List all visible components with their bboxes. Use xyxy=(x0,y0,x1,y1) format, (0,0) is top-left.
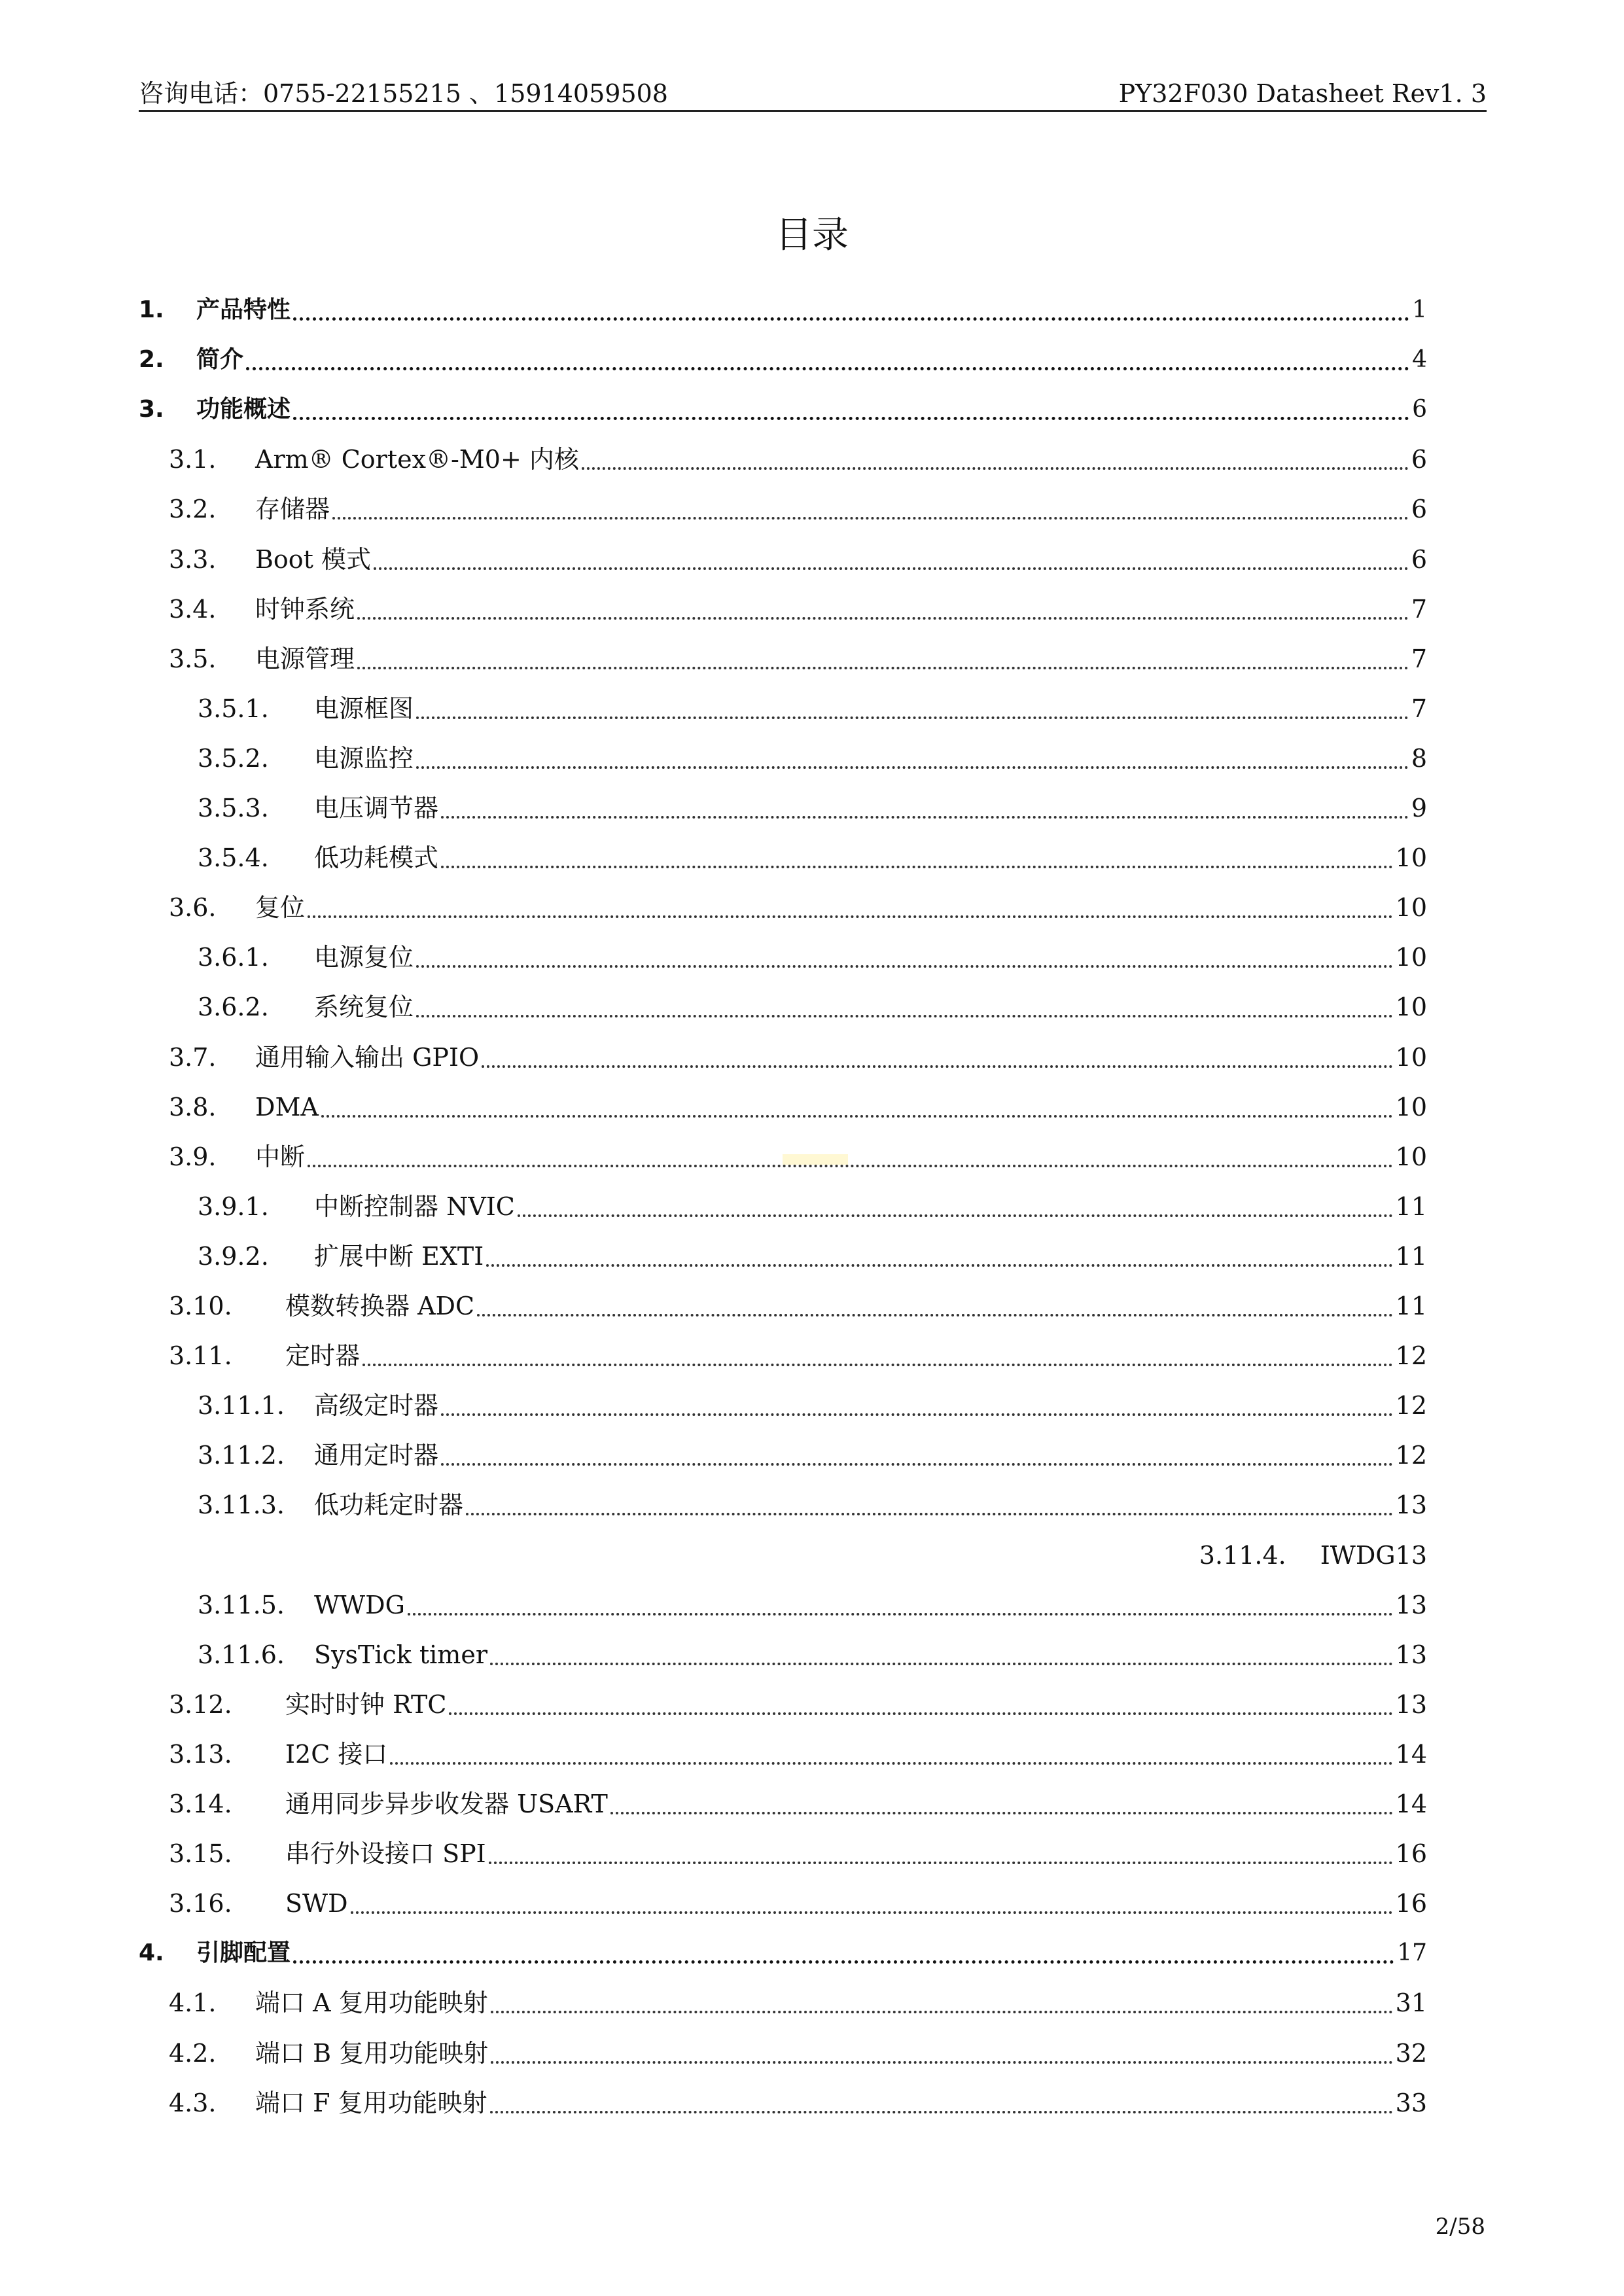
toc-dot-leader xyxy=(477,1314,1393,1316)
toc-entry-title: 高级定时器 xyxy=(314,1391,439,1421)
toc-dot-leader xyxy=(308,1165,1393,1167)
toc-entry[interactable] xyxy=(139,291,1427,330)
toc-entry-page: 17 xyxy=(1397,1939,1427,1967)
toc-entry[interactable] xyxy=(916,1536,1427,1575)
toc-entry-page: 10 xyxy=(1395,993,1427,1022)
toc-dot-leader xyxy=(332,517,1409,520)
toc-entry-number: 3.5.3. xyxy=(198,794,269,822)
toc-entry[interactable] xyxy=(169,1087,1427,1127)
toc-entry-title: 复位 xyxy=(255,893,306,923)
toc-entry-page: 7 xyxy=(1411,594,1427,624)
toc-entry-page: 10 xyxy=(1395,843,1427,873)
toc-entry-title: Arm® Cortex®-M0+ 内核 xyxy=(255,445,579,474)
toc-entry[interactable] xyxy=(169,540,1427,579)
toc-entry-number: 3.2. xyxy=(169,495,217,524)
toc-entry-page: 10 xyxy=(1395,943,1427,972)
toc-dot-leader xyxy=(293,1960,1394,1964)
toc-entry-number: 3.6.1. xyxy=(198,943,269,972)
toc-entry[interactable] xyxy=(198,1585,1427,1625)
header-contact: 咨询电话：0755-22155215 、15914059508 xyxy=(139,79,668,108)
toc-dot-leader xyxy=(610,1812,1393,1814)
toc-entry-page: 8 xyxy=(1411,743,1427,773)
toc-entry-number: 3.11.6. xyxy=(198,1640,285,1669)
toc-dot-leader xyxy=(362,1364,1393,1366)
toc-entry-number: 3.15. xyxy=(169,1839,232,1869)
toc-entry-page: 12 xyxy=(1395,1341,1427,1371)
toc-dot-leader xyxy=(466,1513,1393,1515)
toc-entry-page: 10 xyxy=(1395,1042,1427,1072)
toc-entry-number: 3.11.2. xyxy=(198,1441,285,1470)
toc-dot-leader xyxy=(390,1762,1392,1765)
toc-entry-page: 11 xyxy=(1395,1292,1427,1320)
toc-entry[interactable] xyxy=(169,1038,1427,1077)
toc-dot-leader xyxy=(441,816,1409,819)
toc-entry[interactable] xyxy=(169,1735,1427,1774)
toc-dot-leader xyxy=(441,1413,1393,1416)
toc-entry-title: I2C 接口 xyxy=(285,1739,388,1769)
toc-entry-title: SysTick timer xyxy=(314,1640,487,1669)
toc-dot-leader xyxy=(489,1862,1393,1864)
toc-entry-title: 功能概述 xyxy=(196,396,291,423)
toc-entry[interactable] xyxy=(198,1635,1427,1674)
page-number: 2/58 xyxy=(1435,2214,1485,2240)
toc-dot-leader xyxy=(482,1065,1392,1068)
toc-dot-leader xyxy=(416,965,1393,968)
toc-entry-title: 电源监控 xyxy=(314,743,414,773)
toc-entry-page: 10 xyxy=(1395,893,1427,923)
toc-entry[interactable] xyxy=(169,1983,1427,2022)
toc-entry-number: 3.9.2. xyxy=(198,1241,269,1271)
toc-entry-page: 14 xyxy=(1395,1790,1427,1818)
toc-dot-leader xyxy=(374,567,1409,570)
toc-entry-page: 13 xyxy=(1395,1540,1427,1570)
toc-entry[interactable] xyxy=(169,489,1427,529)
toc-entry-title: SWD xyxy=(285,1889,348,1918)
toc-entry-page: 33 xyxy=(1395,2088,1427,2117)
toc-entry-number: 3.11.1. xyxy=(198,1391,285,1421)
toc-entry-number: 2. xyxy=(139,346,164,374)
toc-title: 目录 xyxy=(775,214,849,256)
toc-entry-page: 13 xyxy=(1395,1689,1427,1719)
toc-entry-title: 通用输入输出 GPIO xyxy=(255,1042,480,1072)
toc-entry-number: 4.2. xyxy=(169,2038,217,2068)
toc-entry-number: 3.6. xyxy=(169,893,217,923)
toc-entry-title: 串行外设接口 SPI xyxy=(285,1839,486,1869)
toc-entry-title: 通用定时器 xyxy=(314,1441,439,1470)
toc-entry-number: 3.3. xyxy=(169,544,217,574)
toc-entry-number: 3.5.4. xyxy=(198,843,269,873)
toc-entry-page: 6 xyxy=(1411,544,1427,574)
toc-entry-page: 9 xyxy=(1411,794,1427,822)
toc-dot-leader xyxy=(357,617,1409,620)
toc-entry-page: 14 xyxy=(1395,1739,1427,1769)
toc-entry-title: DMA xyxy=(255,1092,319,1122)
toc-entry[interactable] xyxy=(198,1386,1427,1425)
toc-entry-title: 中断控制器 NVIC xyxy=(314,1192,515,1221)
toc-dot-leader xyxy=(246,367,1409,370)
toc-entry[interactable] xyxy=(169,1336,1427,1375)
toc-entry-title: 模数转换器 ADC xyxy=(285,1292,475,1320)
toc-entry[interactable] xyxy=(198,1436,1427,1475)
toc-entry-title: 实时时钟 RTC xyxy=(285,1689,447,1719)
toc-entry-title: 简介 xyxy=(196,346,244,374)
toc-entry-number: 3.8. xyxy=(169,1092,217,1122)
toc-entry-title: 存储器 xyxy=(255,495,330,524)
toc-entry[interactable] xyxy=(169,2034,1427,2073)
toc-entry-number: 3.9. xyxy=(169,1142,217,1171)
toc-entry-page: 11 xyxy=(1395,1241,1427,1271)
toc-entry-number: 4. xyxy=(139,1939,164,1967)
toc-entry-title: 电压调节器 xyxy=(314,794,439,822)
toc-dot-leader xyxy=(416,716,1409,719)
toc-entry-number: 3.10. xyxy=(169,1292,232,1320)
toc-dot-leader xyxy=(321,1115,1393,1118)
toc-entry-title: 定时器 xyxy=(285,1341,361,1371)
toc-entry[interactable] xyxy=(198,788,1427,828)
toc-entry[interactable] xyxy=(169,888,1427,927)
toc-entry[interactable] xyxy=(198,739,1427,778)
toc-entry-number: 3.4. xyxy=(169,594,217,624)
toc-entry[interactable] xyxy=(169,1884,1427,1923)
toc-entry-page: 4 xyxy=(1412,346,1427,374)
toc-dot-leader xyxy=(416,1015,1393,1017)
toc-entry-title: 电源复位 xyxy=(314,943,414,972)
toc-entry-title: 端口 F 复用功能映射 xyxy=(255,2088,487,2117)
toc-dot-leader xyxy=(582,467,1409,470)
toc-dot-leader xyxy=(351,1911,1393,1914)
toc-entry[interactable] xyxy=(169,440,1427,479)
toc-entry-page: 6 xyxy=(1412,396,1427,423)
toc-entry-title: 扩展中断 EXTI xyxy=(314,1241,484,1271)
toc-entry[interactable] xyxy=(198,1485,1427,1525)
toc-entry-title: 低功耗模式 xyxy=(314,843,439,873)
toc-dot-leader xyxy=(486,1264,1392,1267)
toc-entry-title: 端口 A 复用功能映射 xyxy=(255,1988,488,2018)
toc-entry[interactable] xyxy=(198,838,1427,877)
toc-entry[interactable] xyxy=(169,1834,1427,1873)
toc-entry-title: 产品特性 xyxy=(196,296,291,323)
toc-entry-page: 6 xyxy=(1411,445,1427,474)
toc-entry-number: 3.14. xyxy=(169,1790,232,1818)
toc-entry-page: 1 xyxy=(1412,296,1427,323)
toc-entry[interactable] xyxy=(139,390,1427,429)
toc-dot-leader xyxy=(357,667,1409,669)
toc-entry-page: 11 xyxy=(1395,1192,1427,1221)
toc-dot-leader xyxy=(308,915,1393,918)
toc-dot-leader xyxy=(518,1214,1393,1217)
toc-entry-number: 3.13. xyxy=(169,1739,232,1769)
header-doc-title: PY32F030 Datasheet Rev1. 3 xyxy=(1118,79,1487,108)
toc-entry[interactable] xyxy=(169,639,1427,679)
toc-entry-page: 32 xyxy=(1395,2038,1427,2068)
toc-dot-leader xyxy=(441,866,1393,868)
toc-entry-number: 3.6.2. xyxy=(198,993,269,1022)
toc-entry-page: 12 xyxy=(1395,1441,1427,1470)
toc-entry-title: 中断 xyxy=(255,1142,306,1171)
toc-entry-title: 端口 B 复用功能映射 xyxy=(255,2038,489,2068)
toc-entry-title: 电源管理 xyxy=(255,644,355,673)
toc-entry-number: 3.5.2. xyxy=(198,743,269,773)
toc-entry-number: 3.11. xyxy=(169,1341,232,1371)
toc-entry-title: 通用同步异步收发器 USART xyxy=(285,1790,608,1818)
toc-entry-number: 3.5. xyxy=(169,644,217,673)
toc-dot-leader xyxy=(491,2061,1393,2064)
toc-entry-page: 16 xyxy=(1395,1839,1427,1869)
toc-entry-number: 3.11.5. xyxy=(198,1590,285,1619)
toc-entry-page: 6 xyxy=(1411,495,1427,524)
toc-dot-leader xyxy=(293,317,1409,321)
toc-entry-page: 10 xyxy=(1395,1142,1427,1171)
toc-entry-number: 3.9.1. xyxy=(198,1192,269,1221)
toc-entry-number: 3.11.3. xyxy=(198,1491,285,1520)
toc-entry[interactable] xyxy=(139,340,1427,380)
toc-entry-title: 系统复位 xyxy=(314,993,414,1022)
toc-entry-number: 3.12. xyxy=(169,1689,232,1719)
toc-entry[interactable] xyxy=(198,938,1427,977)
toc-dot-leader xyxy=(416,766,1409,769)
toc-dot-leader xyxy=(441,1463,1393,1466)
toc-entry[interactable] xyxy=(169,1784,1427,1824)
toc-entry[interactable] xyxy=(198,689,1427,728)
toc-entry-title: IWDG xyxy=(1320,1540,1396,1570)
toc-entry-number: 4.3. xyxy=(169,2088,217,2117)
toc-entry-number: 3.16. xyxy=(169,1889,232,1918)
toc-entry-page: 12 xyxy=(1395,1391,1427,1421)
toc-entry-page: 13 xyxy=(1395,1640,1427,1669)
toc-entry[interactable] xyxy=(169,1137,1427,1176)
toc-entry-title: 时钟系统 xyxy=(255,594,355,624)
toc-entry[interactable] xyxy=(169,1685,1427,1724)
toc-entry-title: Boot 模式 xyxy=(255,544,372,574)
toc-entry-number: 3. xyxy=(139,396,164,423)
toc-dot-leader xyxy=(490,2111,1393,2113)
toc-dot-leader xyxy=(408,1613,1393,1616)
toc-entry[interactable] xyxy=(169,2083,1427,2123)
toc-entry-page: 13 xyxy=(1395,1590,1427,1619)
toc-entry-title: 电源框图 xyxy=(314,694,414,723)
toc-entry-page: 13 xyxy=(1395,1491,1427,1520)
toc-entry-page: 7 xyxy=(1411,644,1427,673)
toc-dot-leader xyxy=(490,1663,1393,1665)
toc-entry-number: 3.11.4. xyxy=(1199,1540,1286,1570)
toc-entry[interactable] xyxy=(139,1934,1427,1973)
toc-entry-page: 10 xyxy=(1395,1092,1427,1122)
toc-entry-number: 3.7. xyxy=(169,1042,217,1072)
toc-entry[interactable] xyxy=(198,1237,1427,1276)
toc-entry-title: 引脚配置 xyxy=(196,1939,291,1967)
toc-dot-leader xyxy=(449,1712,1392,1715)
toc-entry-page: 7 xyxy=(1411,694,1427,723)
toc-entry-number: 1. xyxy=(139,296,164,323)
toc-dot-leader xyxy=(293,417,1409,420)
toc-entry[interactable] xyxy=(198,987,1427,1027)
toc-entry-number: 3.1. xyxy=(169,445,217,474)
toc-entry-page: 16 xyxy=(1395,1889,1427,1918)
toc-entry-number: 3.5.1. xyxy=(198,694,269,723)
toc-entry[interactable] xyxy=(169,590,1427,629)
toc-entry-title: WWDG xyxy=(314,1590,405,1619)
toc-entry-title: 低功耗定时器 xyxy=(314,1491,464,1520)
toc-entry-number: 4.1. xyxy=(169,1988,217,2018)
toc-entry-page: 31 xyxy=(1395,1988,1427,2018)
toc-dot-leader xyxy=(491,2011,1393,2013)
toc-entry[interactable] xyxy=(169,1286,1427,1326)
toc-entry[interactable] xyxy=(198,1187,1427,1226)
